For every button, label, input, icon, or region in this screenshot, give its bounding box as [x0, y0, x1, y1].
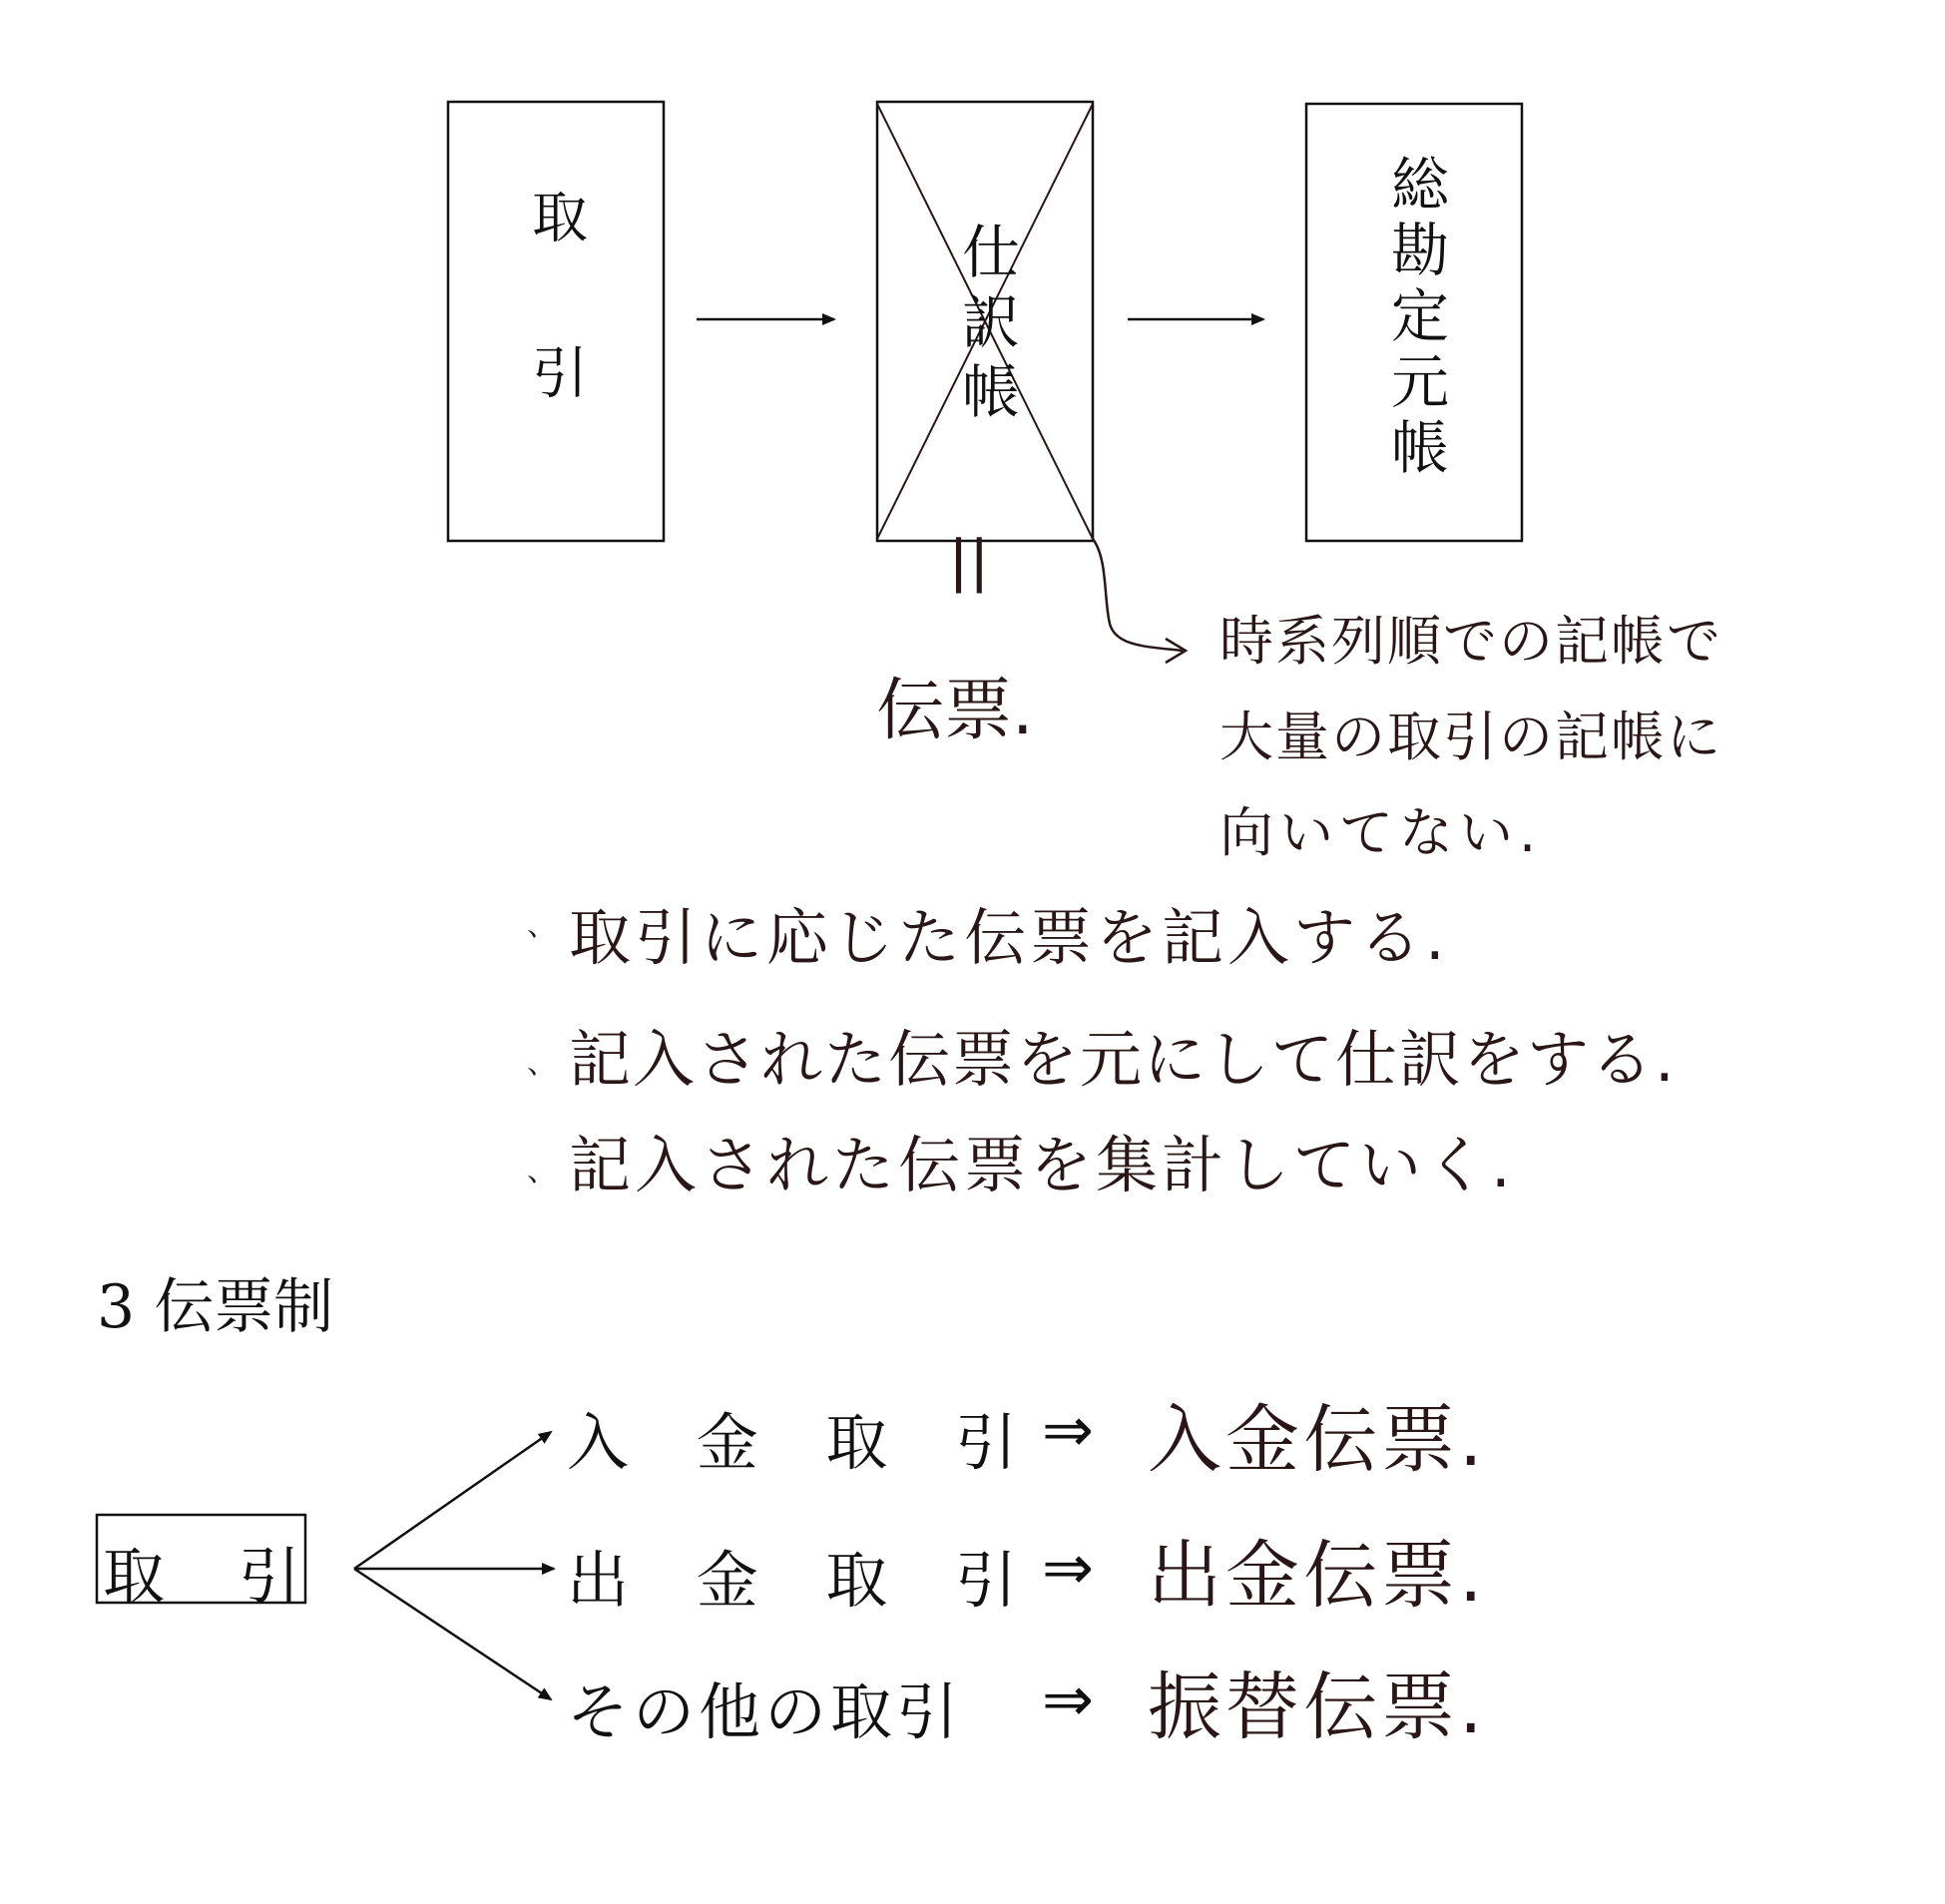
slip-payment: 出金伝票.	[1148, 1533, 1487, 1619]
note-line-2: 大量の取引の記帳に	[1219, 706, 1722, 768]
bullet-dot-3: 、	[527, 1154, 557, 1189]
transaction-payment: 出 金 取 引	[567, 1544, 1042, 1617]
box-torihiki-label: 取引	[523, 188, 588, 499]
bullet-dot-1: 、	[527, 908, 557, 943]
transaction-other: その他の取引	[567, 1675, 963, 1748]
slip-deposit: 入金伝票.	[1148, 1397, 1487, 1483]
fan-arrow-lower	[354, 1569, 551, 1699]
box-shiwakecho-label: 仕訳帳	[952, 222, 1020, 431]
equals-mark: ||	[948, 529, 990, 594]
equals-target: 伝票.	[876, 672, 1034, 750]
note-callout-arrow	[1093, 539, 1183, 651]
bullet-dot-2: 、	[527, 1046, 557, 1081]
box-sokanjo-motocho-label: 総勘定元帳	[1381, 154, 1449, 483]
arrow-deposit: ⇒	[1042, 1393, 1094, 1466]
note-line-3: 向いてない.	[1219, 801, 1543, 864]
source-label: 取 引	[103, 1540, 307, 1613]
note-line-1: 時系列順での記帳で	[1219, 610, 1722, 673]
bullet-2: 記入された伝票を元にして仕訳をする.	[569, 1023, 1677, 1096]
slip-transfer: 振替伝票.	[1148, 1665, 1487, 1750]
bullet-3: 記入された伝票を集計していく.	[569, 1129, 1515, 1201]
arrow-payment: ⇒	[1042, 1531, 1094, 1604]
arrow-other: ⇒	[1042, 1663, 1094, 1735]
transaction-deposit: 入 金 取 引	[567, 1406, 1042, 1479]
fan-arrow-upper	[354, 1432, 551, 1569]
bullet-1: 取引に応じた伝票を記入する.	[569, 901, 1449, 974]
section-title: 3 伝票制	[97, 1272, 334, 1342]
